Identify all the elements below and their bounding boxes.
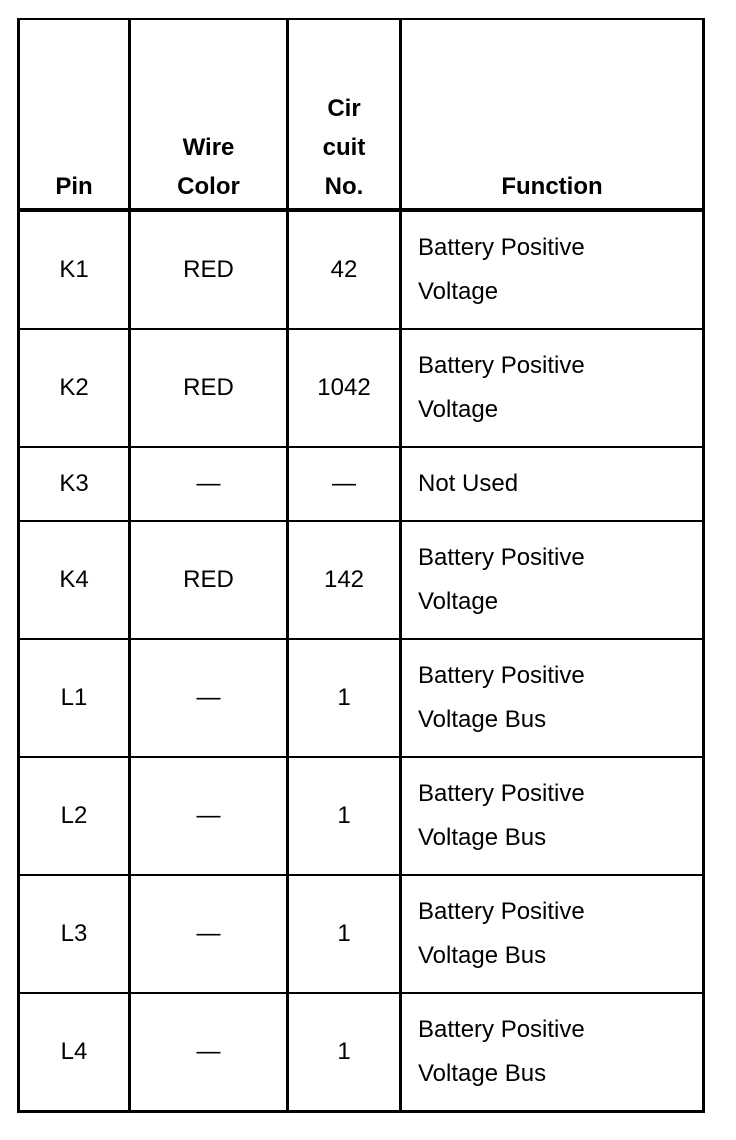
cell-wire-color: — xyxy=(130,447,288,521)
cell-pin: K4 xyxy=(19,521,130,639)
header-circuit-no-line-3: No. xyxy=(324,173,364,200)
table-row xyxy=(19,329,704,447)
table-row xyxy=(19,639,704,757)
function-text-line: Voltage Bus xyxy=(418,942,547,969)
cell-wire-color: — xyxy=(130,875,288,993)
cell-pin: L3 xyxy=(19,875,130,993)
header-wire-color-line-2: Color xyxy=(177,173,240,200)
cell-function xyxy=(401,329,704,447)
header-circuit-no-line-2: cuit xyxy=(322,134,366,161)
cell-function xyxy=(401,639,704,757)
table-row xyxy=(19,757,704,875)
header-pin xyxy=(19,19,130,210)
cell-wire-color: RED xyxy=(130,329,288,447)
cell-circuit-no: 1042 xyxy=(288,329,401,447)
cell-circuit-no: — xyxy=(288,447,401,521)
header-pin-label: Pin xyxy=(55,173,93,200)
table-row xyxy=(19,210,704,329)
cell-wire-color: — xyxy=(130,639,288,757)
table-row xyxy=(19,521,704,639)
cell-pin: K1 xyxy=(19,210,130,329)
cell-function xyxy=(401,521,704,639)
cell-pin: L1 xyxy=(19,639,130,757)
table-body xyxy=(19,210,704,1112)
cell-circuit-no: 1 xyxy=(288,639,401,757)
cell-function xyxy=(401,993,704,1112)
cell-function xyxy=(401,757,704,875)
cell-function xyxy=(401,875,704,993)
function-text-line: Battery Positive xyxy=(418,662,585,689)
cell-function xyxy=(401,447,704,521)
table-row xyxy=(19,993,704,1112)
function-text-line: Battery Positive xyxy=(418,780,585,807)
function-text-line: Battery Positive xyxy=(418,1016,585,1043)
cell-wire-color: — xyxy=(130,993,288,1112)
cell-pin: K2 xyxy=(19,329,130,447)
table-header-row xyxy=(19,19,704,210)
function-text-line: Voltage xyxy=(418,278,499,305)
cell-wire-color: RED xyxy=(130,210,288,329)
function-text-line: Battery Positive xyxy=(418,898,585,925)
header-wire-color-line-1: Wire xyxy=(182,134,235,161)
function-text-line: Voltage xyxy=(418,588,499,615)
cell-circuit-no: 1 xyxy=(288,993,401,1112)
cell-wire-color: RED xyxy=(130,521,288,639)
cell-circuit-no: 142 xyxy=(288,521,401,639)
cell-pin: L4 xyxy=(19,993,130,1112)
function-text-line: Voltage Bus xyxy=(418,824,547,851)
function-text-line: Battery Positive xyxy=(418,352,585,379)
pin-function-table xyxy=(17,18,705,1113)
function-text-line: Battery Positive xyxy=(418,544,585,571)
header-function xyxy=(401,19,704,210)
header-function-label: Function xyxy=(501,173,603,200)
cell-function xyxy=(401,210,704,329)
cell-pin: K3 xyxy=(19,447,130,521)
table-row xyxy=(19,447,704,521)
function-text-line: Voltage xyxy=(418,396,499,423)
function-text-line: Battery Positive xyxy=(418,234,585,261)
function-text-line: Voltage Bus xyxy=(418,1060,547,1087)
table-row xyxy=(19,875,704,993)
cell-circuit-no: 1 xyxy=(288,875,401,993)
header-circuit-no xyxy=(288,19,401,210)
function-text-line: Not Used xyxy=(418,470,519,497)
cell-pin: L2 xyxy=(19,757,130,875)
cell-wire-color: — xyxy=(130,757,288,875)
cell-circuit-no: 42 xyxy=(288,210,401,329)
header-wire-color xyxy=(130,19,288,210)
function-text-line: Voltage Bus xyxy=(418,706,547,733)
header-circuit-no-line-1: Cir xyxy=(327,95,361,122)
cell-circuit-no: 1 xyxy=(288,757,401,875)
